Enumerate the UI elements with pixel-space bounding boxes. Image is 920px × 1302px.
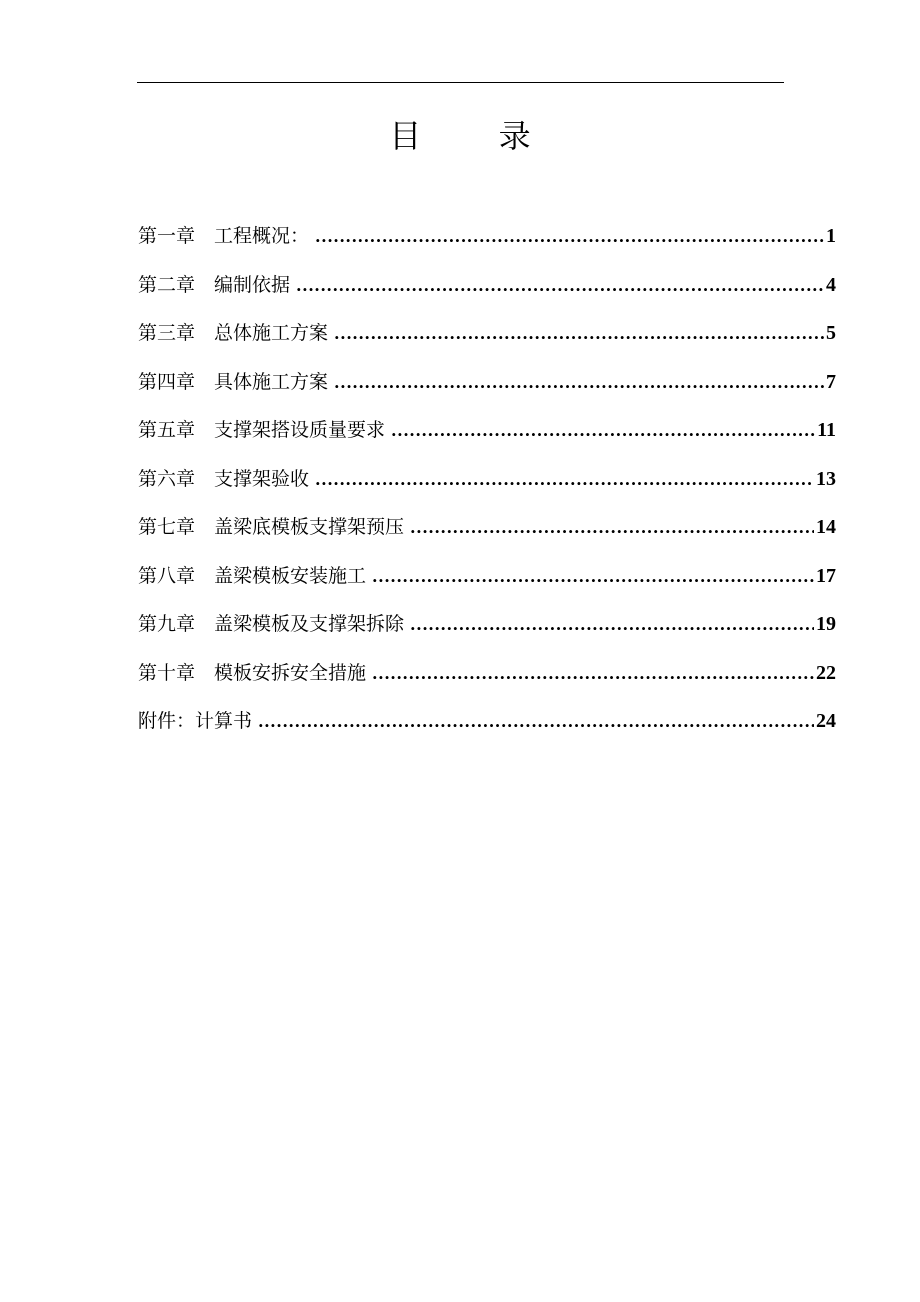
toc-leader-dots — [372, 650, 814, 699]
toc-leader-dots — [315, 213, 824, 262]
toc-leader-dots — [372, 553, 814, 602]
toc-page-number: 5 — [826, 322, 836, 344]
toc-heading: 总体施工方案 — [214, 322, 329, 344]
toc-chapter: 第五章 — [138, 419, 196, 441]
toc-leader-dots — [334, 310, 824, 359]
toc-entry[interactable] — [138, 455, 836, 504]
toc-page-number: 4 — [826, 273, 836, 296]
toc-heading: 模板安拆安全措施 — [214, 661, 367, 684]
toc-heading: 支撑架验收 — [214, 467, 310, 490]
toc-chapter: 附件： — [138, 710, 196, 732]
toc-page-number: 22 — [816, 661, 836, 684]
toc-page-number: 17 — [816, 564, 836, 587]
toc-entry[interactable] — [138, 552, 836, 601]
header-rule — [137, 82, 784, 83]
toc-entry[interactable] — [138, 309, 836, 358]
toc-page-number: 14 — [816, 516, 836, 538]
toc-heading: 盖梁模板安装施工 — [214, 564, 367, 587]
toc-entry[interactable] — [138, 503, 836, 552]
toc-heading: 具体施工方案 — [214, 370, 329, 393]
toc-page-number: 1 — [826, 225, 836, 247]
toc-leader-dots — [315, 456, 814, 505]
toc-chapter: 第六章 — [138, 467, 196, 490]
toc-page-number: 7 — [826, 370, 836, 393]
toc-chapter: 第一章 — [138, 225, 196, 247]
toc-chapter: 第四章 — [138, 370, 196, 393]
toc-heading: 编制依据 — [214, 273, 291, 296]
toc-entry[interactable] — [138, 649, 836, 698]
toc-heading: 盖梁模板及支撑架拆除 — [214, 613, 405, 635]
toc-entry[interactable] — [138, 600, 836, 649]
toc-entry[interactable] — [138, 261, 836, 310]
toc-chapter: 第二章 — [138, 273, 196, 296]
toc-leader-dots — [296, 262, 824, 311]
toc-entry[interactable] — [138, 406, 836, 455]
toc-page-number: 13 — [816, 467, 836, 490]
toc-heading: 盖梁底模板支撑架预压 — [214, 516, 405, 538]
toc-chapter: 第七章 — [138, 516, 196, 538]
toc-chapter: 第三章 — [138, 322, 196, 344]
toc-leader-dots — [410, 504, 814, 553]
toc-leader-dots — [410, 601, 814, 650]
toc-leader-dots — [391, 407, 815, 456]
toc-list — [138, 212, 836, 746]
toc-title: 目 录 — [389, 117, 565, 155]
toc-page-number: 19 — [816, 613, 836, 635]
toc-entry[interactable] — [138, 697, 836, 746]
toc-heading: 工程概况： — [214, 225, 310, 247]
toc-entry[interactable] — [138, 212, 836, 261]
toc-entry[interactable] — [138, 358, 836, 407]
toc-chapter: 第八章 — [138, 564, 196, 587]
toc-leader-dots — [334, 359, 824, 408]
toc-page-number: 24 — [816, 710, 836, 732]
toc-chapter: 第十章 — [138, 661, 196, 684]
toc-chapter: 第九章 — [138, 613, 196, 635]
toc-heading: 计算书 — [195, 710, 253, 732]
toc-heading: 支撑架搭设质量要求 — [214, 419, 386, 441]
toc-page-number: 11 — [817, 419, 836, 441]
toc-leader-dots — [258, 698, 814, 747]
